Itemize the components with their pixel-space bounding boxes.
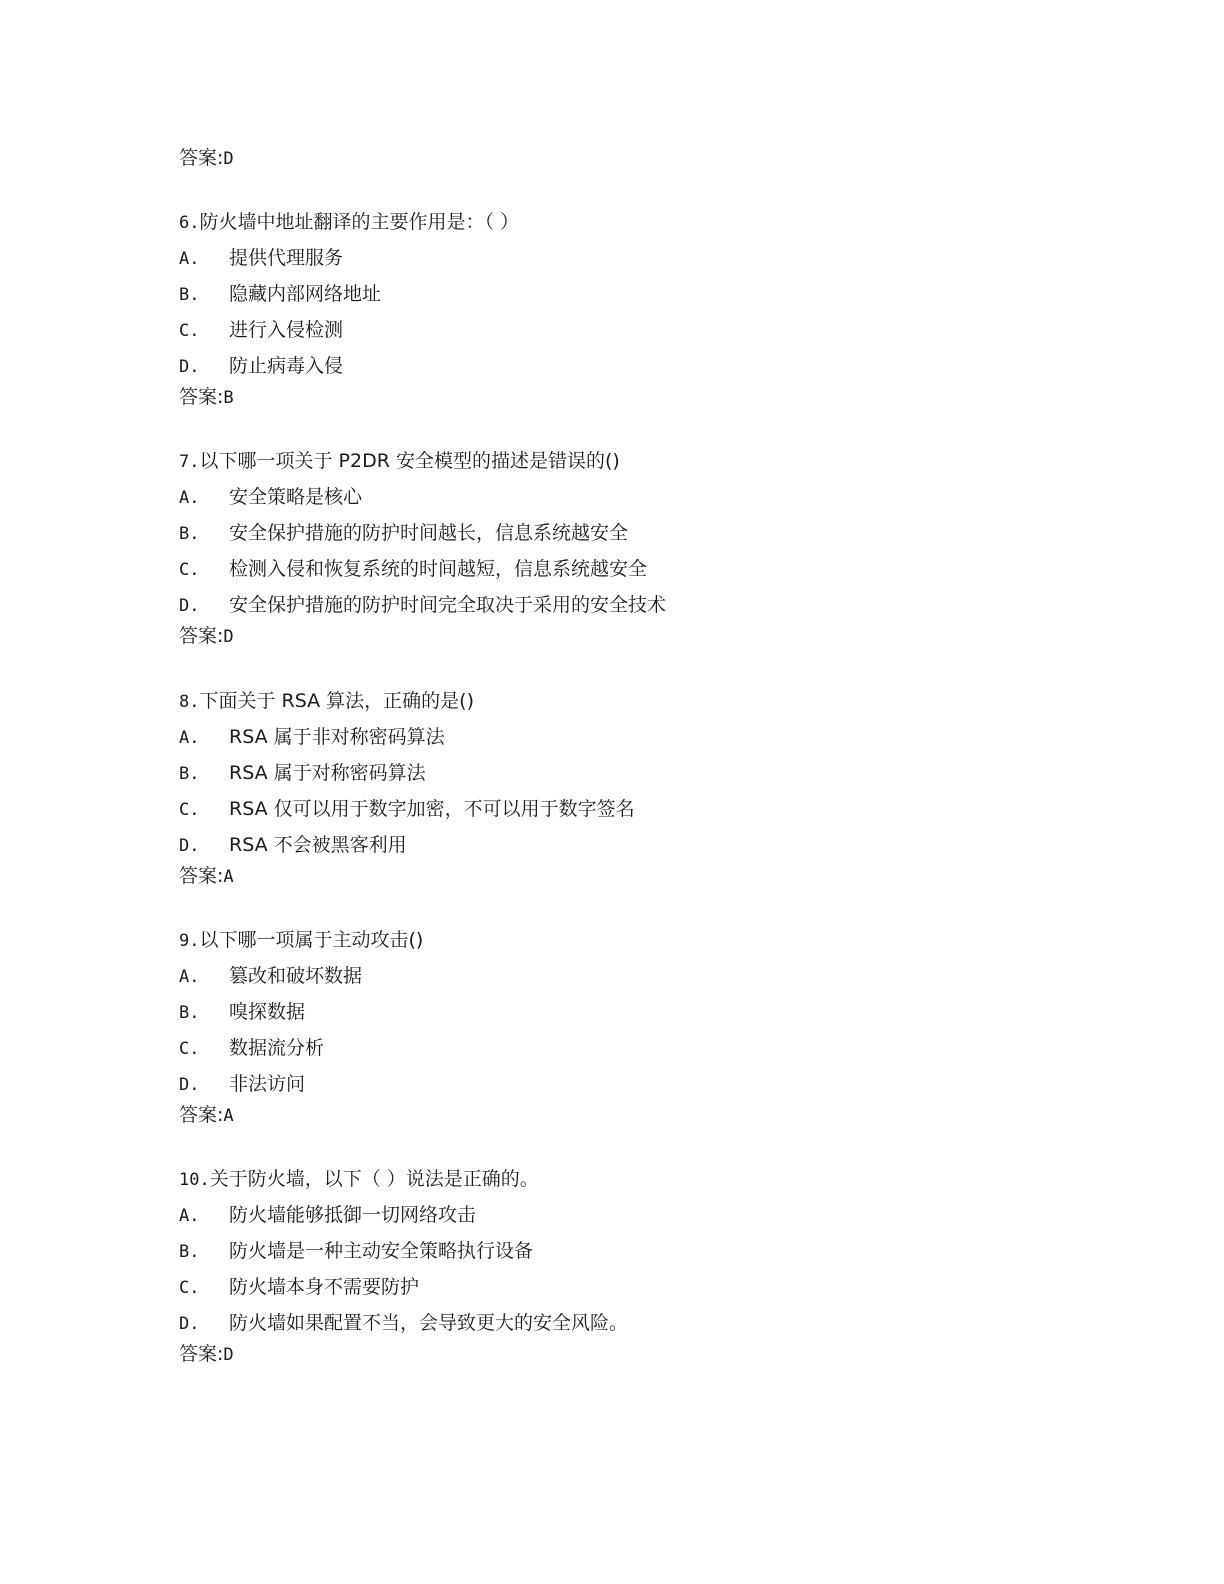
answer-line bbox=[179, 861, 234, 891]
option-text: 篡改和破坏数据 bbox=[229, 965, 363, 987]
question-text: 防火墙中地址翻译的主要作用是：（ ） bbox=[199, 211, 520, 233]
option-a bbox=[179, 1200, 476, 1230]
option-b bbox=[179, 758, 426, 788]
option-d bbox=[179, 351, 343, 381]
answer-label: 答案: bbox=[179, 386, 224, 408]
option-text: 防火墙是一种主动安全策略执行设备 bbox=[229, 1240, 534, 1262]
option-d bbox=[179, 590, 666, 620]
option-letter: A. bbox=[179, 249, 200, 269]
answer-value: A bbox=[223, 867, 235, 887]
answer-line bbox=[179, 143, 234, 173]
option-b bbox=[179, 1236, 533, 1266]
option-d bbox=[179, 830, 407, 860]
option-c bbox=[179, 554, 647, 584]
option-letter: C. bbox=[179, 321, 200, 341]
option-text: 检测入侵和恢复系统的时间越短，信息系统越安全 bbox=[229, 558, 648, 580]
option-letter: A. bbox=[179, 728, 200, 748]
option-text: 防止病毒入侵 bbox=[229, 355, 344, 377]
question-stem bbox=[179, 925, 423, 955]
option-text: 隐藏内部网络地址 bbox=[229, 283, 382, 305]
question-stem bbox=[179, 446, 620, 476]
option-text: 防火墙本身不需要防护 bbox=[229, 1276, 420, 1298]
option-b bbox=[179, 518, 628, 548]
answer-value: B bbox=[223, 388, 235, 408]
question-text: 以下哪一项属于主动攻击() bbox=[199, 929, 424, 951]
option-text: 安全保护措施的防护时间越长，信息系统越安全 bbox=[229, 522, 629, 544]
option-d bbox=[179, 1069, 305, 1099]
option-text: 非法访问 bbox=[229, 1073, 306, 1095]
answer-value: A bbox=[223, 1106, 235, 1126]
answer-line bbox=[179, 1339, 234, 1369]
answer-label: 答案: bbox=[179, 147, 224, 169]
option-text: RSA 仅可以用于数字加密，不可以用于数字签名 bbox=[229, 798, 635, 820]
question-text: 下面关于 RSA 算法，正确的是() bbox=[199, 690, 475, 712]
option-text: 嗅探数据 bbox=[229, 1001, 306, 1023]
option-text: 数据流分析 bbox=[229, 1037, 325, 1059]
question-text: 以下哪一项关于 P2DR 安全模型的描述是错误的() bbox=[199, 450, 620, 472]
option-letter: B. bbox=[179, 285, 200, 305]
option-text: 防火墙如果配置不当，会导致更大的安全风险。 bbox=[229, 1312, 629, 1334]
option-c bbox=[179, 315, 343, 345]
option-a bbox=[179, 482, 362, 512]
option-letter: D. bbox=[179, 1314, 200, 1334]
option-a bbox=[179, 722, 445, 752]
option-text: RSA 属于非对称密码算法 bbox=[229, 726, 445, 748]
option-text: RSA 不会被黑客利用 bbox=[229, 834, 407, 856]
option-letter: D. bbox=[179, 1075, 200, 1095]
question-number: 8. bbox=[179, 692, 200, 712]
answer-line bbox=[179, 621, 234, 651]
option-letter: C. bbox=[179, 1278, 200, 1298]
question-number: 10. bbox=[179, 1170, 210, 1190]
question-text: 关于防火墙，以下（ ）说法是正确的。 bbox=[209, 1168, 539, 1190]
option-c bbox=[179, 794, 635, 824]
answer-value: D bbox=[223, 149, 235, 169]
answer-value: D bbox=[223, 1345, 235, 1365]
option-letter: D. bbox=[179, 357, 200, 377]
option-c bbox=[179, 1033, 324, 1063]
question-number: 9. bbox=[179, 931, 200, 951]
option-text: RSA 属于对称密码算法 bbox=[229, 762, 426, 784]
question-stem bbox=[179, 686, 474, 716]
answer-label: 答案: bbox=[179, 625, 224, 647]
option-letter: B. bbox=[179, 524, 200, 544]
option-letter: D. bbox=[179, 836, 200, 856]
answer-label: 答案: bbox=[179, 865, 224, 887]
option-letter: D. bbox=[179, 596, 200, 616]
answer-label: 答案: bbox=[179, 1343, 224, 1365]
option-letter: A. bbox=[179, 967, 200, 987]
option-text: 安全策略是核心 bbox=[229, 486, 363, 508]
option-text: 进行入侵检测 bbox=[229, 319, 344, 341]
question-stem bbox=[179, 207, 519, 237]
option-b bbox=[179, 997, 305, 1027]
question-stem bbox=[179, 1164, 539, 1194]
option-letter: C. bbox=[179, 560, 200, 580]
answer-value: D bbox=[223, 627, 235, 647]
option-letter: B. bbox=[179, 1003, 200, 1023]
answer-line bbox=[179, 1100, 234, 1130]
option-letter: B. bbox=[179, 1242, 200, 1262]
question-number: 6. bbox=[179, 213, 200, 233]
answer-label: 答案: bbox=[179, 1104, 224, 1126]
option-c bbox=[179, 1272, 419, 1302]
question-number: 7. bbox=[179, 452, 200, 472]
option-text: 安全保护措施的防护时间完全取决于采用的安全技术 bbox=[229, 594, 667, 616]
option-a bbox=[179, 961, 362, 991]
option-letter: C. bbox=[179, 800, 200, 820]
option-text: 提供代理服务 bbox=[229, 247, 344, 269]
answer-line bbox=[179, 382, 234, 412]
option-a bbox=[179, 243, 343, 273]
option-d bbox=[179, 1308, 628, 1338]
option-text: 防火墙能够抵御一切网络攻击 bbox=[229, 1204, 477, 1226]
option-letter: B. bbox=[179, 764, 200, 784]
option-letter: A. bbox=[179, 1206, 200, 1226]
option-b bbox=[179, 279, 381, 309]
option-letter: C. bbox=[179, 1039, 200, 1059]
option-letter: A. bbox=[179, 488, 200, 508]
